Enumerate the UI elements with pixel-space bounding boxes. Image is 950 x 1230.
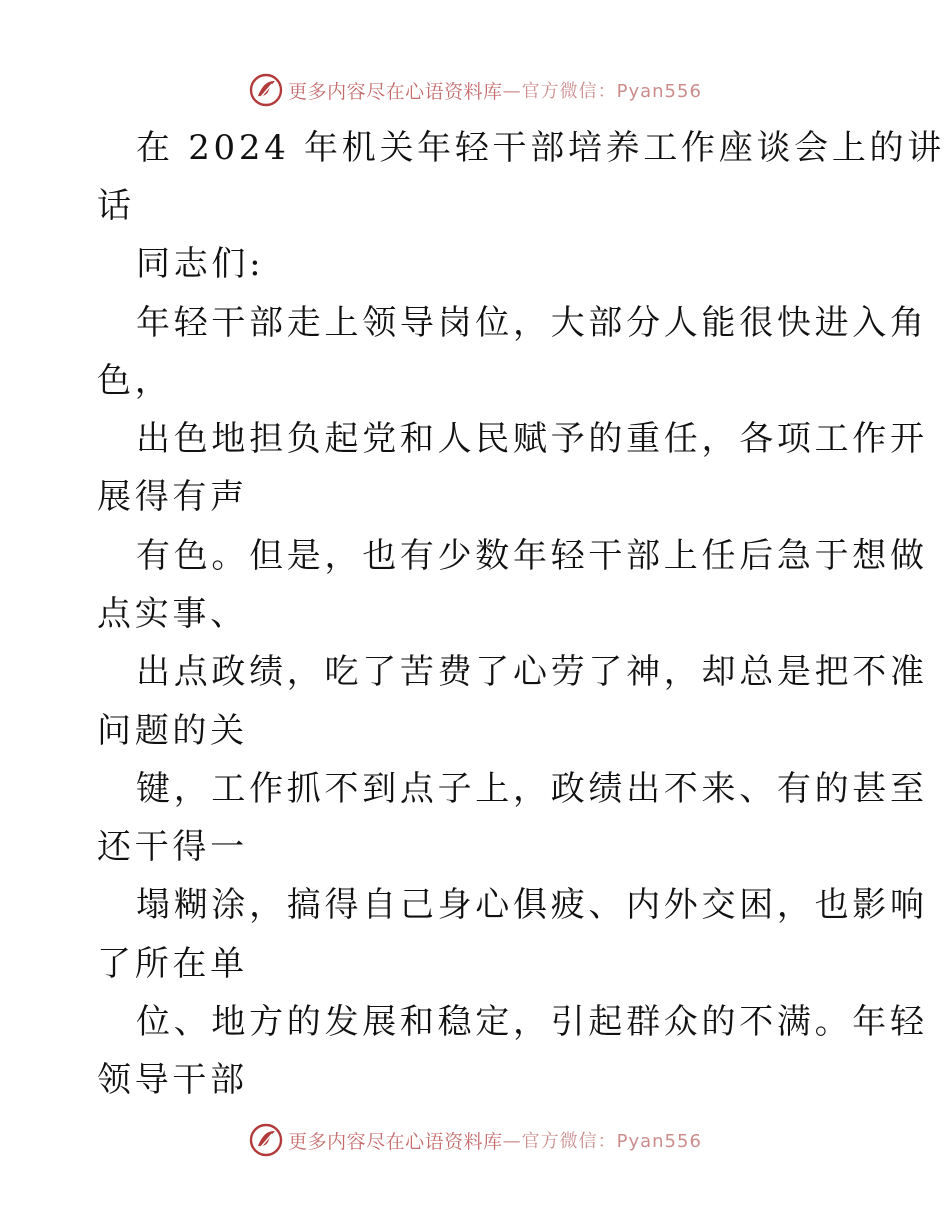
paragraph-line: 键，工作抓不到点子上，政绩出不来、有的甚至	[136, 769, 928, 809]
paragraph-line: 展得有声	[97, 477, 248, 517]
paragraph-line: 塌糊涂，搞得自己身心俱疲、内外交困，也影响	[136, 885, 928, 925]
title-line-2: 话	[97, 186, 135, 226]
paragraph-line: 问题的关	[97, 711, 248, 751]
banner-contact: —官方微信：Pyan556	[502, 81, 702, 102]
logo-icon	[248, 72, 284, 108]
paragraph-line: 有色。但是，也有少数年轻干部上任后急于想做	[136, 536, 928, 576]
footer-banner	[0, 1120, 950, 1160]
logo-icon	[248, 1122, 284, 1158]
banner-brand: 更多内容尽在心语资料库	[288, 1130, 503, 1153]
paragraph-line: 点实事、	[97, 594, 248, 634]
header-banner	[0, 70, 950, 110]
banner-contact: —官方微信：Pyan556	[502, 1131, 702, 1152]
salutation: 同志们:	[136, 244, 265, 284]
paragraph-line: 出点政绩，吃了苦费了心劳了神，却总是把不准	[136, 652, 928, 692]
paragraph-line: 年轻干部走上领导岗位，大部分人能很快进入角	[136, 303, 928, 343]
paragraph-line: 领导干部	[97, 1060, 248, 1100]
paragraph-line: 色，	[97, 361, 173, 401]
paragraph-line: 还干得一	[97, 827, 248, 867]
paragraph-line: 了所在单	[97, 944, 248, 984]
paragraph-line: 出色地担负起党和人民赋予的重任，各项工作开	[136, 419, 928, 459]
paragraph-line: 位、地方的发展和稳定，引起群众的不满。年轻	[136, 1002, 928, 1042]
banner-brand: 更多内容尽在心语资料库	[288, 80, 503, 103]
title-line-1: 在 2024 年机关年轻干部培养工作座谈会上的讲	[136, 128, 945, 168]
